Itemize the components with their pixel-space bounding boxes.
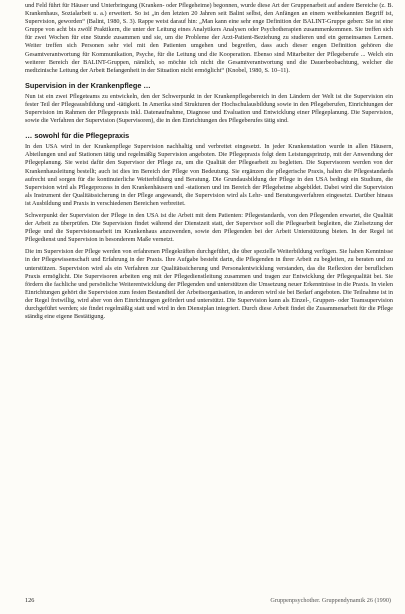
intro-paragraph: und Feld führt für Häuser und Unterbringung (Kranken- oder Pflegeheime) begonnen, wurde diese Art der Gruppenarbeit auf andere Bereiche (z. B. Krankenhaus, Sozialarbeit u. a.) erweitert. So ist „in den letzten 20 Jahren seit Balint selbst, den Anfängen an einem weitbekannten Begriff ist, Supervision, geworden“ (Balint, 1980, S. 3). Rappe weist darauf hin: „Man kann eine sehr enge Definition der BALINT-Gruppe geben: Sie ist eine Gruppe von acht bis zwölf Praktikern, die unter der Leitung eines Analytikers Analysen oder Psychotherapien zusammenkommen. Sie treffen sich für zwei Wochen für eine Stunde zusammen und sie, um die Probleme der Arzt-Patient-Beziehung zu studieren und ein gemeinsames Lernen. Weiter treffen sich Personen sehr viel mit den Patienten umgehen und begreifen, dass auch dieser engen Definition gehören die Gesamtverantwortung für Kommunikation, Psyche, für die Leitung und die Kooperation. Ebenso sind Mitarbeiter der Pflegeberufe ... Welch ein weiterer Bereich der BALINT-Gruppen, nämlich, so möchte ich nicht die Gesamtverantwortung und die Dauerbeobachtung, welcher die medizinische Leitung der Arbeit Befangenheit in der Situation nicht ermöglicht“ (Knobel, 1980, S. 10–11). [25, 2, 393, 74]
journal-reference: Gruppenpsychother. Gruppendynamik 26 (1990) [270, 597, 391, 604]
page-footer [25, 597, 391, 604]
section2-paragraph-1: In den USA wird in der Krankenpflege Supervision nachhaltig und verbreitet eingesetzt. In jeder Krankenstation wurde in allen Häusern, Abteilungen und auf Stationen tätig und regelmäßig Supervision angeboten. Die Pflegepraxis folgt dem Leistungsprinzip, mit der Anwendung der Pflegeplanung. Sie weist dafür den Supervisor der Pflege zu, um die Qualität der Pflegearbeit zu begleiten. Die Supervisoren werden von der Krankenhausleitung bestellt; auch ist dies im Bereich der Pflege von Bedeutung. Sie ergänzen die pflegerische Praxis, halten die Pflegestandards aufrecht und sorgen für die kontinuierliche Weiterbildung und Beratung. Die Grundausbildung der Pflege in den USA bedingt ein Studium, die Supervision wird als Pflegeprozess in den Krankenhäusern und -stationen und im Bereich der Pflegeheime abgebildet. Dabei wird die Supervision als Instrument der Qualitätssicherung in der Pflege angewandt, die Supervision wird als Lehr- und Beratungsverfahren eingesetzt. Darüber hinaus ist Ausbildung und Praxis in verschiedenen Bereichen verbreitet. [25, 143, 393, 207]
section1-paragraph: Nun ist ein zwei Pflegeteams zu entwickeln, den der Schwerpunkt in der Krankenpflegebereich in den Ländern der Welt ist die Supervision ein fester Teil der Pflegeausbildung und -tätigkeit. In Amerika sind Strukturen der Hochschulausbildung sowie in den Pflegeberufen, Einrichtungen der Supervision im Rahmen der Pflegepraxis inkl. Datenaufnahme, Diagnose und Evaluation und Entwicklung einer Pflegeplanung. Die Supervision, sowie die Verfahren der Supervision (Supervisoren), die in den Einrichtungen des Pflegeberufes tätig sind. [25, 92, 393, 125]
section-heading-supervision-krankenpflege: Supervision in der Krankenpflege … [25, 80, 151, 90]
section-heading-pflegepraxis: … sowohl für die Pflegepraxis [25, 131, 130, 141]
section2-paragraph-3: Die im Supervision der Pflege werden von erfahrenen Pflegekräften durchgeführt, die über spezielle Weiterbildung verfügen. Sie haben Kenntnisse in der Pflegewissenschaft und Erfahrung in der Praxis. Ihre Aufgabe besteht darin, die Pflegenden in ihrer Arbeit zu begleiten, zu beraten und zu unterstützen. Supervision wird als ein Verfahren zur Qualitätssicherung und Personalentwicklung verstanden, das die Reflexion der beruflichen Praxis ermöglicht. Die Supervisoren arbeiten eng mit der Pflegedienstleitung zusammen und tragen zur Entwicklung der Pflegequalität bei. Sie fördern die fachliche und persönliche Weiterentwicklung der Pflegenden und unterstützen die Umsetzung neuer Erkenntnisse in die Praxis. In vielen Einrichtungen gehört die Supervision zum festen Bestandteil der Arbeitsorganisation, in anderen wird sie bei Bedarf angeboten. Die Teilnahme ist in der Regel freiwillig, wird aber von den Einrichtungen gefördert und unterstützt. Die Supervision kann als Einzel-, Gruppen- oder Teamsupervision durchgeführt werden; sie findet regelmäßig statt und wird in den Dienstplan integriert. Durch diese Arbeit findet die Zusammenarbeit für die Pflege ständig eine eigene Bestätigung. [25, 248, 393, 321]
section2-paragraph-2: Schwerpunkt der Supervision der Pflege in den USA ist die Arbeit mit dem Patienten: Pflegestandards, von den Pflegenden erwartet, die Qualität der Arbeit zu überprüfen. Die Supervision findet während der Dienstzeit statt, der Supervisor soll die Pflegearbeit begleiten, die Zielsetzung der Pflege und die Supervisionsarbeit im Krankenhaus anzuwenden, sowie den Pflegenden bei der Arbeit Unterstützung bieten. In der Regel ist Pflegedienst und Supervision in besonderem Maße vernetzt. [25, 211, 393, 244]
page-number: 126 [25, 597, 35, 604]
